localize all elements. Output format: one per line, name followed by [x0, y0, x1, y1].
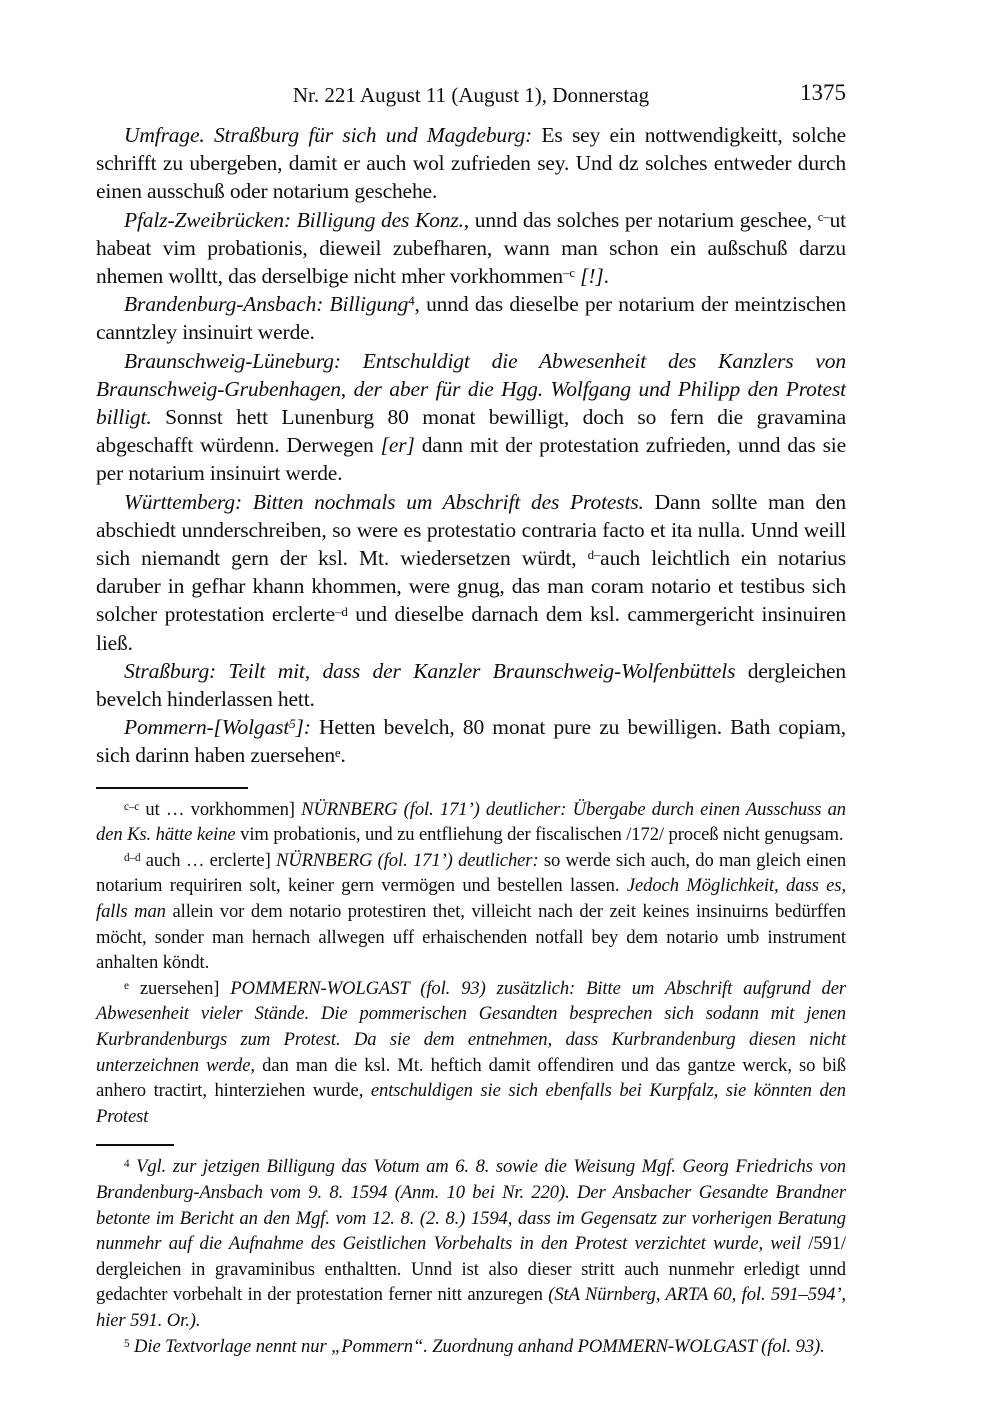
text-run: dergleichen bevelch hinderlassen hett.	[96, 658, 846, 712]
text-run: entschuldigen sie sich ebenfalls bei Kurpfalz, sie könnten den Protest	[96, 1080, 847, 1127]
text-run: so werde sich auch, do man gleich einen notarium requiriren solt, keiner gern vermögen und bestellen lassen.	[96, 849, 847, 897]
text-run: ]:	[295, 715, 311, 740]
running-head	[96, 82, 846, 112]
commentary-separator-rule	[96, 1144, 174, 1146]
body-paragraph	[96, 121, 846, 206]
text-run: (StA Nürnberg, ARTA 60, fol. 591–594’, hier 591. Or.).	[96, 1284, 846, 1331]
text-run: allein vor dem notario protestiren thet, villeicht nach der zeit keines insinuirns bedürffen möcht, sonder man hernach allwegen uff erhaischenden notfall bey dem notario umb instrument anhalten köndt.	[96, 901, 846, 974]
text-run: Pfalz-Zweibrücken: Billigung des Konz.,	[124, 207, 470, 232]
footnote-marker: e	[124, 979, 129, 992]
text-run: Hetten bevelch, 80 monat pure zu bewilligen. Bath copiam, sich darinn haben zuersehen	[96, 715, 846, 768]
footnote-marker: d–	[587, 548, 601, 563]
text-run: [!]	[580, 264, 604, 289]
apparatus-separator-rule	[96, 787, 248, 789]
text-run: ut … vorkhommen]	[139, 798, 302, 820]
body-paragraph	[96, 488, 846, 657]
footnote-marker: 4	[124, 1158, 130, 1171]
text-run: auch … erclerte]	[140, 849, 277, 871]
text-run: Straßburg: Teilt mit, dass der Kanzler Braunschweig-Wolfenbüttels	[124, 658, 736, 683]
body-paragraph	[96, 347, 846, 488]
text-column	[96, 82, 846, 1359]
commentary-footnotes	[96, 1154, 846, 1359]
apparatus-note	[96, 976, 846, 1130]
apparatus-note	[96, 797, 846, 848]
footnote-marker: 5	[289, 717, 296, 732]
footnote-marker: –d	[335, 604, 348, 619]
text-run: Umfrage. Straßburg für sich und Magdeburg:	[124, 123, 542, 147]
body-paragraph	[96, 206, 846, 291]
text-run: Württemberg: Bitten nochmals um Abschrift des Protests.	[124, 489, 644, 514]
text-run: unnd das solches per notarium geschee,	[469, 207, 818, 232]
text-run: Brandenburg-Ansbach: Billigung	[124, 292, 409, 317]
text-run: Die Textvorlage nennt nur „Pommern“. Zuordnung anhand	[134, 1335, 578, 1357]
text-run: , unnd das dieselbe per notarium der meintzischen canntzley insinuirt werde.	[96, 292, 846, 345]
commentary-note	[96, 1154, 846, 1333]
footnote-marker: c–c	[124, 800, 140, 813]
footnote-marker: –c	[563, 266, 575, 281]
text-run: POMMERN-WOLGAST (fol. 93) zusätzlich: Bitte um Abschrift aufgrund der Abwesenheit vieler Stände. Die pommerischen Gesandten besprechen sich sodann mit jenen Kurbrandenburgs zum Protest. Da sie dem entnehmen, dass Kurbrandenburg diesen nicht unterzeichnen werde,	[96, 977, 846, 1076]
text-run: /591/ dergleichen in gravaminibus enthaltten. Unnd ist also dieser stritt auch nunmehr erledigt unnd gedachter vorbehalt in der protestation ferner nitt anzuregen	[96, 1233, 846, 1306]
text-run: dan man die ksl. Mt. heftich damit offendiren und das gantze werck, so biß anhero tractirt, hinterziehen wurde,	[96, 1054, 846, 1102]
apparatus-note	[96, 848, 846, 976]
text-run: Es sey ein nottwendigkeitt, solche schrifft zu ubergeben, damit er auch wol zufrieden sey. Und dz solches entweder durch einen ausschuß oder notarium geschehe.	[96, 123, 846, 204]
text-run: NÜRNBERG (fol. 171’) deutlicher:	[276, 849, 544, 871]
footnote-marker: c–	[817, 209, 830, 224]
text-run: Dann sollte man den abschiedt unnderschreiben, so were es protestatio contraria facto et ita nulla. Unnd weill sich niemandt gern der ksl. Mt. wiedersetzen würdt,	[96, 489, 847, 571]
text-run: POMMERN-WOLGAST (fol. 93).	[577, 1335, 825, 1357]
text-run: NÜRNBERG (fol. 171’) deutlicher: Übergabe durch einen Ausschuss an den Ks. hätte keine	[96, 798, 846, 846]
commentary-note	[96, 1334, 846, 1360]
footnote-marker: 5	[124, 1337, 130, 1350]
text-run: Pommern-[Wolgast	[124, 715, 290, 740]
text-run: ut habeat vim probationis, dieweil zubefharen, wann man schon ein außschuß darzu nhemen wolltt, das derselbige nicht mher vorkhommen	[96, 207, 846, 289]
text-run: [er]	[380, 433, 415, 458]
text-run: zuersehen]	[128, 977, 231, 999]
text-run: .	[340, 743, 346, 768]
body-paragraph	[96, 290, 846, 346]
text-run: auch leichtlich ein notarius daruber in gefhar khann khommen, were gnug, das man coram notario et testibus sich solcher protestation erclerte	[96, 546, 846, 627]
text-run: Braunschweig-Lüneburg: Entschuldigt die Abwesenheit des Kanzlers von Braunschweig-Grubenhagen, der aber für die Hgg. Wolfgang und Philipp den Protest billigt.	[96, 348, 846, 430]
footnote-marker: e	[334, 745, 341, 760]
page-number: 1375	[800, 80, 846, 105]
text-run: und dieselbe darnach dem ksl. cammergericht insinuiren ließ.	[96, 602, 846, 655]
body-paragraph	[96, 713, 846, 769]
critical-apparatus	[96, 797, 846, 1130]
footnote-marker: 4	[408, 294, 415, 309]
footnote-marker: d–d	[124, 851, 141, 864]
text-run: Vgl. zur jetzigen Billigung das Votum am 6. 8. sowie die Weisung Mgf. Georg Friedrichs von Brandenburg-Ansbach vom 9. 8. 1594 (Anm. 10 bei Nr. 220). Der Ansbacher Gesandte Brandner betonte im Bericht an den Mgf. vom 12. 8. (2. 8.) 1594, dass im Gegensatz zur vorherigen Beratung nunmehr auf die Aufnahme des Geistlichen Vorbehalts in den Protest verzichtet wurde, weil	[96, 1156, 846, 1255]
body-paragraph	[96, 657, 846, 713]
text-run: dann mit der protestation zufrieden, unnd das sie per notarium insinuirt werde.	[96, 433, 847, 486]
text-run: .	[603, 264, 609, 289]
main-text	[96, 121, 846, 770]
running-head-title: Nr. 221 August 11 (August 1), Donnerstag	[292, 83, 650, 107]
text-run: Jedoch Möglichkeit, dass es, falls man	[96, 875, 846, 923]
text-run: Sonnst hett Lunenburg 80 monat bewilligt, doch so fern die gravamina abgeschafft würdenn. Derwegen	[96, 405, 846, 458]
text-run: vim probationis, und zu entfliehung der fiscalischen /172/ proceß nicht genugsam.	[240, 824, 844, 846]
